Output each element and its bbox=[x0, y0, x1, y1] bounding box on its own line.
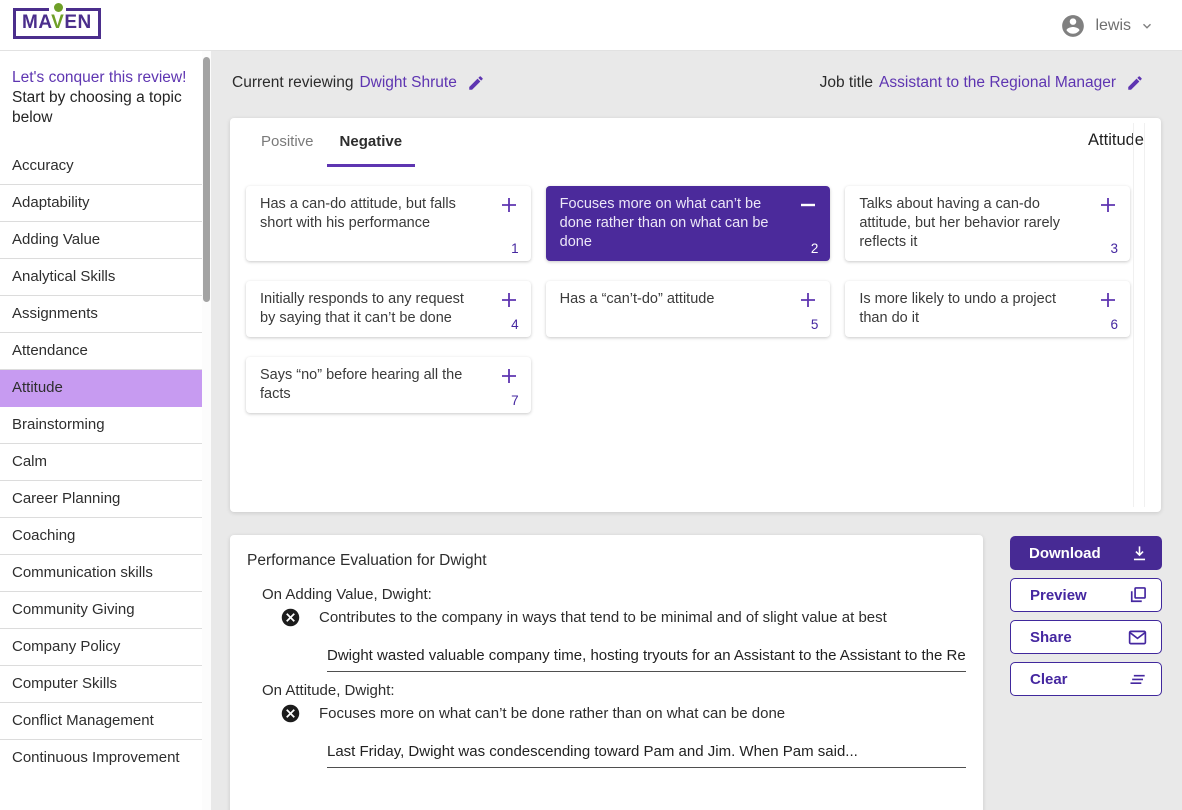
download-label: Download bbox=[1029, 544, 1101, 562]
sidebar-intro bbox=[0, 51, 202, 138]
phrase-card-4[interactable] bbox=[246, 281, 531, 337]
sidebar-item-brainstorming[interactable]: Brainstorming bbox=[0, 407, 202, 444]
job-title-value: Assistant to the Regional Manager bbox=[879, 74, 1116, 91]
clear-button[interactable] bbox=[1010, 662, 1162, 696]
sidebar-item-computer-skills[interactable]: Computer Skills bbox=[0, 666, 202, 703]
sidebar-item-company-policy[interactable]: Company Policy bbox=[0, 629, 202, 666]
evaluation-title: Performance Evaluation for Dwight bbox=[247, 552, 487, 569]
sidebar-item-adaptability[interactable]: Adaptability bbox=[0, 185, 202, 222]
sidebar-item-attitude[interactable]: Attitude bbox=[0, 370, 202, 407]
remove-icon[interactable] bbox=[796, 193, 820, 217]
phrase-text: Has a “can’t-do” attitude bbox=[559, 291, 715, 307]
add-icon[interactable] bbox=[497, 193, 521, 217]
sidebar-item-analytical-skills[interactable]: Analytical Skills bbox=[0, 259, 202, 296]
logo-en: EN bbox=[64, 12, 92, 33]
job-title-row bbox=[820, 74, 1144, 92]
download-icon bbox=[1130, 544, 1149, 563]
sidebar-scrollbar-track[interactable] bbox=[202, 51, 211, 810]
maven-logo bbox=[13, 8, 101, 39]
user-name: lewis bbox=[1095, 16, 1131, 34]
phrase-card-3[interactable] bbox=[845, 186, 1130, 261]
sidebar-item-calm[interactable]: Calm bbox=[0, 444, 202, 481]
phrase-text: Is more likely to undo a project than do it bbox=[859, 291, 1056, 326]
phrase-cards-grid bbox=[246, 186, 1130, 413]
user-menu[interactable] bbox=[1060, 0, 1154, 51]
evaluation-phrase-row bbox=[280, 607, 887, 628]
preview-label: Preview bbox=[1030, 586, 1087, 604]
sidebar-item-community-giving[interactable]: Community Giving bbox=[0, 592, 202, 629]
sidebar-scrollbar-thumb[interactable] bbox=[203, 57, 210, 302]
phrase-number: 5 bbox=[810, 317, 819, 332]
sidebar-intro-highlight: Let's conquer this review! bbox=[12, 69, 187, 86]
phrases-panel bbox=[230, 118, 1161, 512]
sidebar-item-accuracy[interactable]: Accuracy bbox=[0, 148, 202, 185]
panel-topic-label: Attitude bbox=[1088, 131, 1144, 149]
evaluation-section-heading: On Adding Value, Dwight: bbox=[262, 586, 432, 603]
add-icon[interactable] bbox=[1096, 288, 1120, 312]
preview-pages-icon bbox=[1128, 585, 1148, 605]
sidebar-item-continuous-improvement[interactable]: Continuous Improvement bbox=[12, 749, 180, 766]
download-button[interactable] bbox=[1010, 536, 1162, 570]
topics-list bbox=[0, 148, 202, 776]
logo-v: V bbox=[51, 12, 65, 33]
sidebar-item-conflict-management[interactable]: Conflict Management bbox=[0, 703, 202, 740]
phrase-number: 4 bbox=[511, 317, 519, 332]
add-icon[interactable] bbox=[1096, 193, 1120, 217]
topics-sidebar bbox=[0, 51, 202, 810]
sidebar-item-assignments[interactable]: Assignments bbox=[0, 296, 202, 333]
tab-positive[interactable]: Positive bbox=[261, 133, 314, 150]
phrase-number: 1 bbox=[511, 241, 519, 256]
phrase-text: Says “no” before hearing all the facts bbox=[260, 367, 463, 402]
phrase-number: 2 bbox=[810, 241, 819, 256]
evaluation-panel bbox=[230, 535, 983, 810]
clear-label: Clear bbox=[1030, 670, 1068, 688]
avatar-icon bbox=[1060, 13, 1086, 39]
phrase-number: 7 bbox=[511, 393, 519, 408]
sidebar-item-career-planning[interactable]: Career Planning bbox=[0, 481, 202, 518]
sidebar-item-coaching[interactable]: Coaching bbox=[0, 518, 202, 555]
sidebar-intro-text: Start by choosing a topic below bbox=[12, 89, 182, 126]
sentiment-tabs bbox=[248, 118, 415, 167]
evaluation-note-input[interactable]: Dwight wasted valuable company time, hosting tryouts for an Assistant to the Assistant to the Re bbox=[327, 647, 966, 672]
tab-negative[interactable]: Negative bbox=[327, 118, 416, 167]
phrase-number: 6 bbox=[1110, 317, 1118, 332]
edit-job-title-button[interactable] bbox=[1126, 74, 1144, 92]
envelope-icon bbox=[1127, 627, 1148, 648]
evaluation-note-input[interactable]: Last Friday, Dwight was condescending toward Pam and Jim. When Pam said... bbox=[327, 743, 966, 768]
sidebar-item-attendance[interactable]: Attendance bbox=[0, 333, 202, 370]
job-title-label: Job title bbox=[819, 74, 874, 91]
app-bar bbox=[0, 0, 1182, 51]
sidebar-item-communication-skills[interactable]: Communication skills bbox=[0, 555, 202, 592]
share-label: Share bbox=[1030, 628, 1072, 646]
phrase-text: Initially responds to any request by saying that it can’t be done bbox=[260, 291, 464, 326]
clear-lines-icon bbox=[1128, 669, 1148, 689]
phrase-card-1[interactable] bbox=[246, 186, 531, 261]
phrase-card-7[interactable] bbox=[246, 357, 531, 413]
phrase-card-6[interactable] bbox=[845, 281, 1130, 337]
logo-ma: MA bbox=[22, 12, 52, 33]
phrase-card-2[interactable] bbox=[546, 186, 831, 261]
phrases-scrollbar-track[interactable] bbox=[1133, 123, 1145, 507]
phrase-text: Has a can-do attitude, but falls short with his performance bbox=[260, 196, 456, 231]
x-circle-icon bbox=[280, 607, 301, 628]
sidebar-item-adding-value[interactable]: Adding Value bbox=[0, 222, 202, 259]
add-icon[interactable] bbox=[497, 288, 521, 312]
current-reviewing-label: Current reviewing bbox=[232, 74, 354, 91]
evaluation-section-heading: On Attitude, Dwight: bbox=[262, 682, 395, 699]
add-icon[interactable] bbox=[796, 288, 820, 312]
logo-dot bbox=[54, 3, 63, 12]
share-button[interactable] bbox=[1010, 620, 1162, 654]
actions-column bbox=[1010, 536, 1162, 696]
reviewee-name: Dwight Shrute bbox=[359, 74, 457, 91]
edit-reviewee-button[interactable] bbox=[467, 74, 485, 92]
phrase-text: Talks about having a can-do attitude, but her behavior rarely reflects it bbox=[859, 196, 1061, 250]
chevron-down-icon bbox=[1140, 19, 1154, 33]
evaluation-phrase: Focuses more on what can’t be done rather than on what can be done bbox=[319, 705, 786, 722]
main-content bbox=[211, 51, 1182, 810]
phrase-card-5[interactable] bbox=[546, 281, 831, 337]
evaluation-phrase: Contributes to the company in ways that tend to be minimal and of slight value at best bbox=[319, 609, 887, 626]
current-reviewing-row bbox=[232, 74, 485, 92]
evaluation-phrase-row bbox=[280, 703, 785, 724]
phrase-text: Focuses more on what can’t be done rather than on what can be done bbox=[559, 196, 769, 250]
add-icon[interactable] bbox=[497, 364, 521, 388]
preview-button[interactable] bbox=[1010, 578, 1162, 612]
phrase-number: 3 bbox=[1110, 241, 1118, 256]
x-circle-icon bbox=[280, 703, 301, 724]
